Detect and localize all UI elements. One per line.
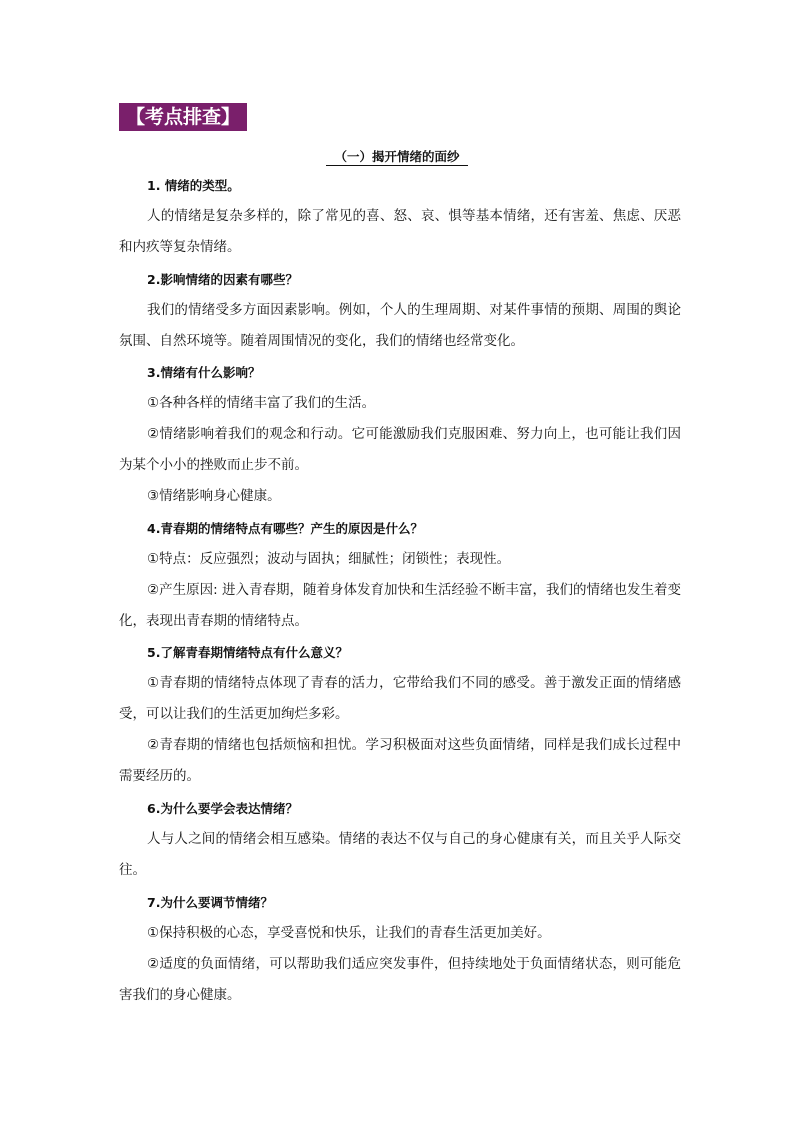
answer-paragraph: ②适度的负面情绪，可以帮助我们适应突发事件，但持续地处于负面情绪状态，则可能危害我们的身心健康。 xyxy=(119,956,681,1003)
answer-paragraph: ①特点：反应强烈；波动与固执；细腻性；闭锁性；表现性。 xyxy=(147,551,511,567)
answer-paragraph: 我们的情绪受多方面因素影响。例如，个人的生理周期、对某件事情的预期、周围的舆论氛围、自然环境等。随着周围情况的变化，我们的情绪也经常变化。 xyxy=(119,302,681,349)
question-heading: 4.青春期的情绪特点有哪些？产生的原因是什么？ xyxy=(147,521,423,536)
section-title-text: （一）揭开情绪的面纱 xyxy=(326,149,467,166)
answer-paragraph: ③情绪影响身心健康。 xyxy=(147,488,281,504)
section-title xyxy=(0,147,794,165)
question-heading: 5.了解青春期情绪特点有什么意义？ xyxy=(147,645,348,660)
question-block-6 xyxy=(119,799,681,886)
question-block-4 xyxy=(119,519,681,637)
answer-paragraph: ①保持积极的心态，享受喜悦和快乐，让我们的青春生活更加美好。 xyxy=(147,925,551,941)
question-heading: 3.情绪有什么影响？ xyxy=(147,365,261,380)
section-banner: 【考点排查】 xyxy=(119,103,247,131)
question-heading: 1. 情绪的类型。 xyxy=(147,178,240,193)
question-block-1 xyxy=(119,176,681,263)
question-heading: 2.影响情绪的因素有哪些？ xyxy=(147,272,298,287)
question-block-3 xyxy=(119,363,681,512)
question-heading: 6.为什么要学会表达情绪？ xyxy=(147,801,298,816)
answer-paragraph: ②情绪影响着我们的观念和行动。它可能激励我们克服困难、努力向上，也可能让我们因为某个小小的挫败而止步不前。 xyxy=(119,426,681,473)
question-heading: 7.为什么要调节情绪？ xyxy=(147,895,273,910)
question-block-2 xyxy=(119,270,681,357)
question-block-5 xyxy=(119,643,681,792)
answer-paragraph: 人与人之间的情绪会相互感染。情绪的表达不仅与自己的身心健康有关，而且关乎人际交往。 xyxy=(119,831,681,878)
answer-paragraph: ①青春期的情绪特点体现了青春的活力，它带给我们不同的感受。善于激发正面的情绪感受，可以让我们的生活更加绚烂多彩。 xyxy=(119,675,681,722)
answer-paragraph: ②青春期的情绪也包括烦恼和担忧。学习积极面对这些负面情绪，同样是我们成长过程中需要经历的。 xyxy=(119,737,681,784)
answer-paragraph: ②产生原因: 进入青春期，随着身体发育加快和生活经验不断丰富，我们的情绪也发生着变化，表现出青春期的情绪特点。 xyxy=(119,582,681,629)
answer-paragraph: ①各种各样的情绪丰富了我们的生活。 xyxy=(147,395,376,411)
question-block-7 xyxy=(119,893,681,1011)
answer-paragraph: 人的情绪是复杂多样的，除了常见的喜、怒、哀、惧等基本情绪，还有害羞、焦虑、厌恶和内疚等复杂情绪。 xyxy=(119,208,681,255)
